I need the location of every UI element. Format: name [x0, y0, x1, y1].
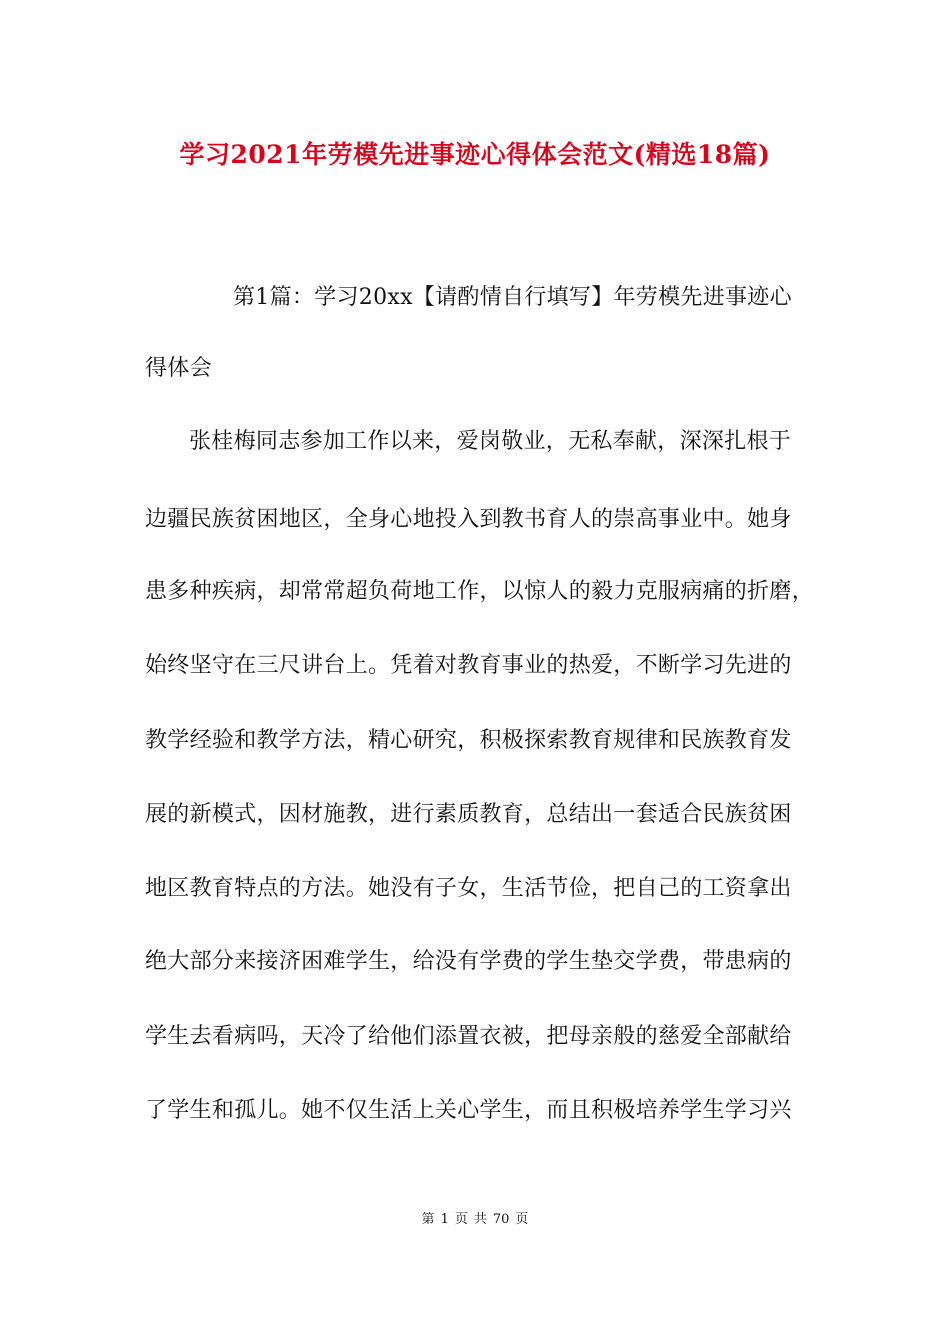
body-paragraph-line: 学生去看病吗，天冷了给他们添置衣被，把母亲般的慈爱全部献给: [145, 1024, 792, 1049]
body-paragraph-line: 地区教育特点的方法。她没有子女，生活节俭，把自己的工资拿出: [145, 876, 792, 901]
footer-total-pages: 70: [492, 1212, 510, 1227]
footer-page-label: 页: [454, 1212, 468, 1227]
body-paragraph-line: 教学经验和教学方法，精心研究，积极探索教育规律和民族教育发: [145, 728, 792, 753]
body-paragraph-line: 展的新模式，因材施教，进行素质教育，总结出一套适合民族贫困: [145, 802, 792, 827]
body-paragraph-line: 张桂梅同志参加工作以来，爱岗敬业，无私奉献，深深扎根于: [189, 429, 792, 454]
body-paragraph-line: 始终坚守在三尺讲台上。凭着对教育事业的热爱，不断学习先进的: [145, 653, 792, 678]
body-paragraph-line: 绝大部分来接济困难学生，给没有学费的学生垫交学费，带患病的: [145, 949, 792, 974]
footer-total-prefix: 共: [473, 1212, 487, 1227]
footer-suffix: 页: [515, 1212, 529, 1227]
body-paragraph-line: 边疆民族贫困地区，全身心地投入到教书育人的崇高事业中。她身: [145, 507, 792, 532]
section-heading-line: 第1篇：学习20xx【请酌情自行填写】年劳模先进事迹心: [233, 285, 792, 310]
footer-current-page: 1: [440, 1212, 449, 1227]
page-footer: [0, 1208, 950, 1227]
footer-prefix: 第: [421, 1212, 435, 1227]
body-paragraph-line: 了学生和孤儿。她不仅生活上关心学生，而且积极培养学生学习兴: [145, 1098, 792, 1123]
section-heading-line: 得体会: [145, 356, 212, 381]
document-title: 学习2021年劳模先进事迹心得体会范文(精选18篇): [179, 140, 771, 169]
body-paragraph-line: 患多种疾病，却常常超负荷地工作，以惊人的毅力克服病痛的折磨，: [145, 579, 815, 604]
